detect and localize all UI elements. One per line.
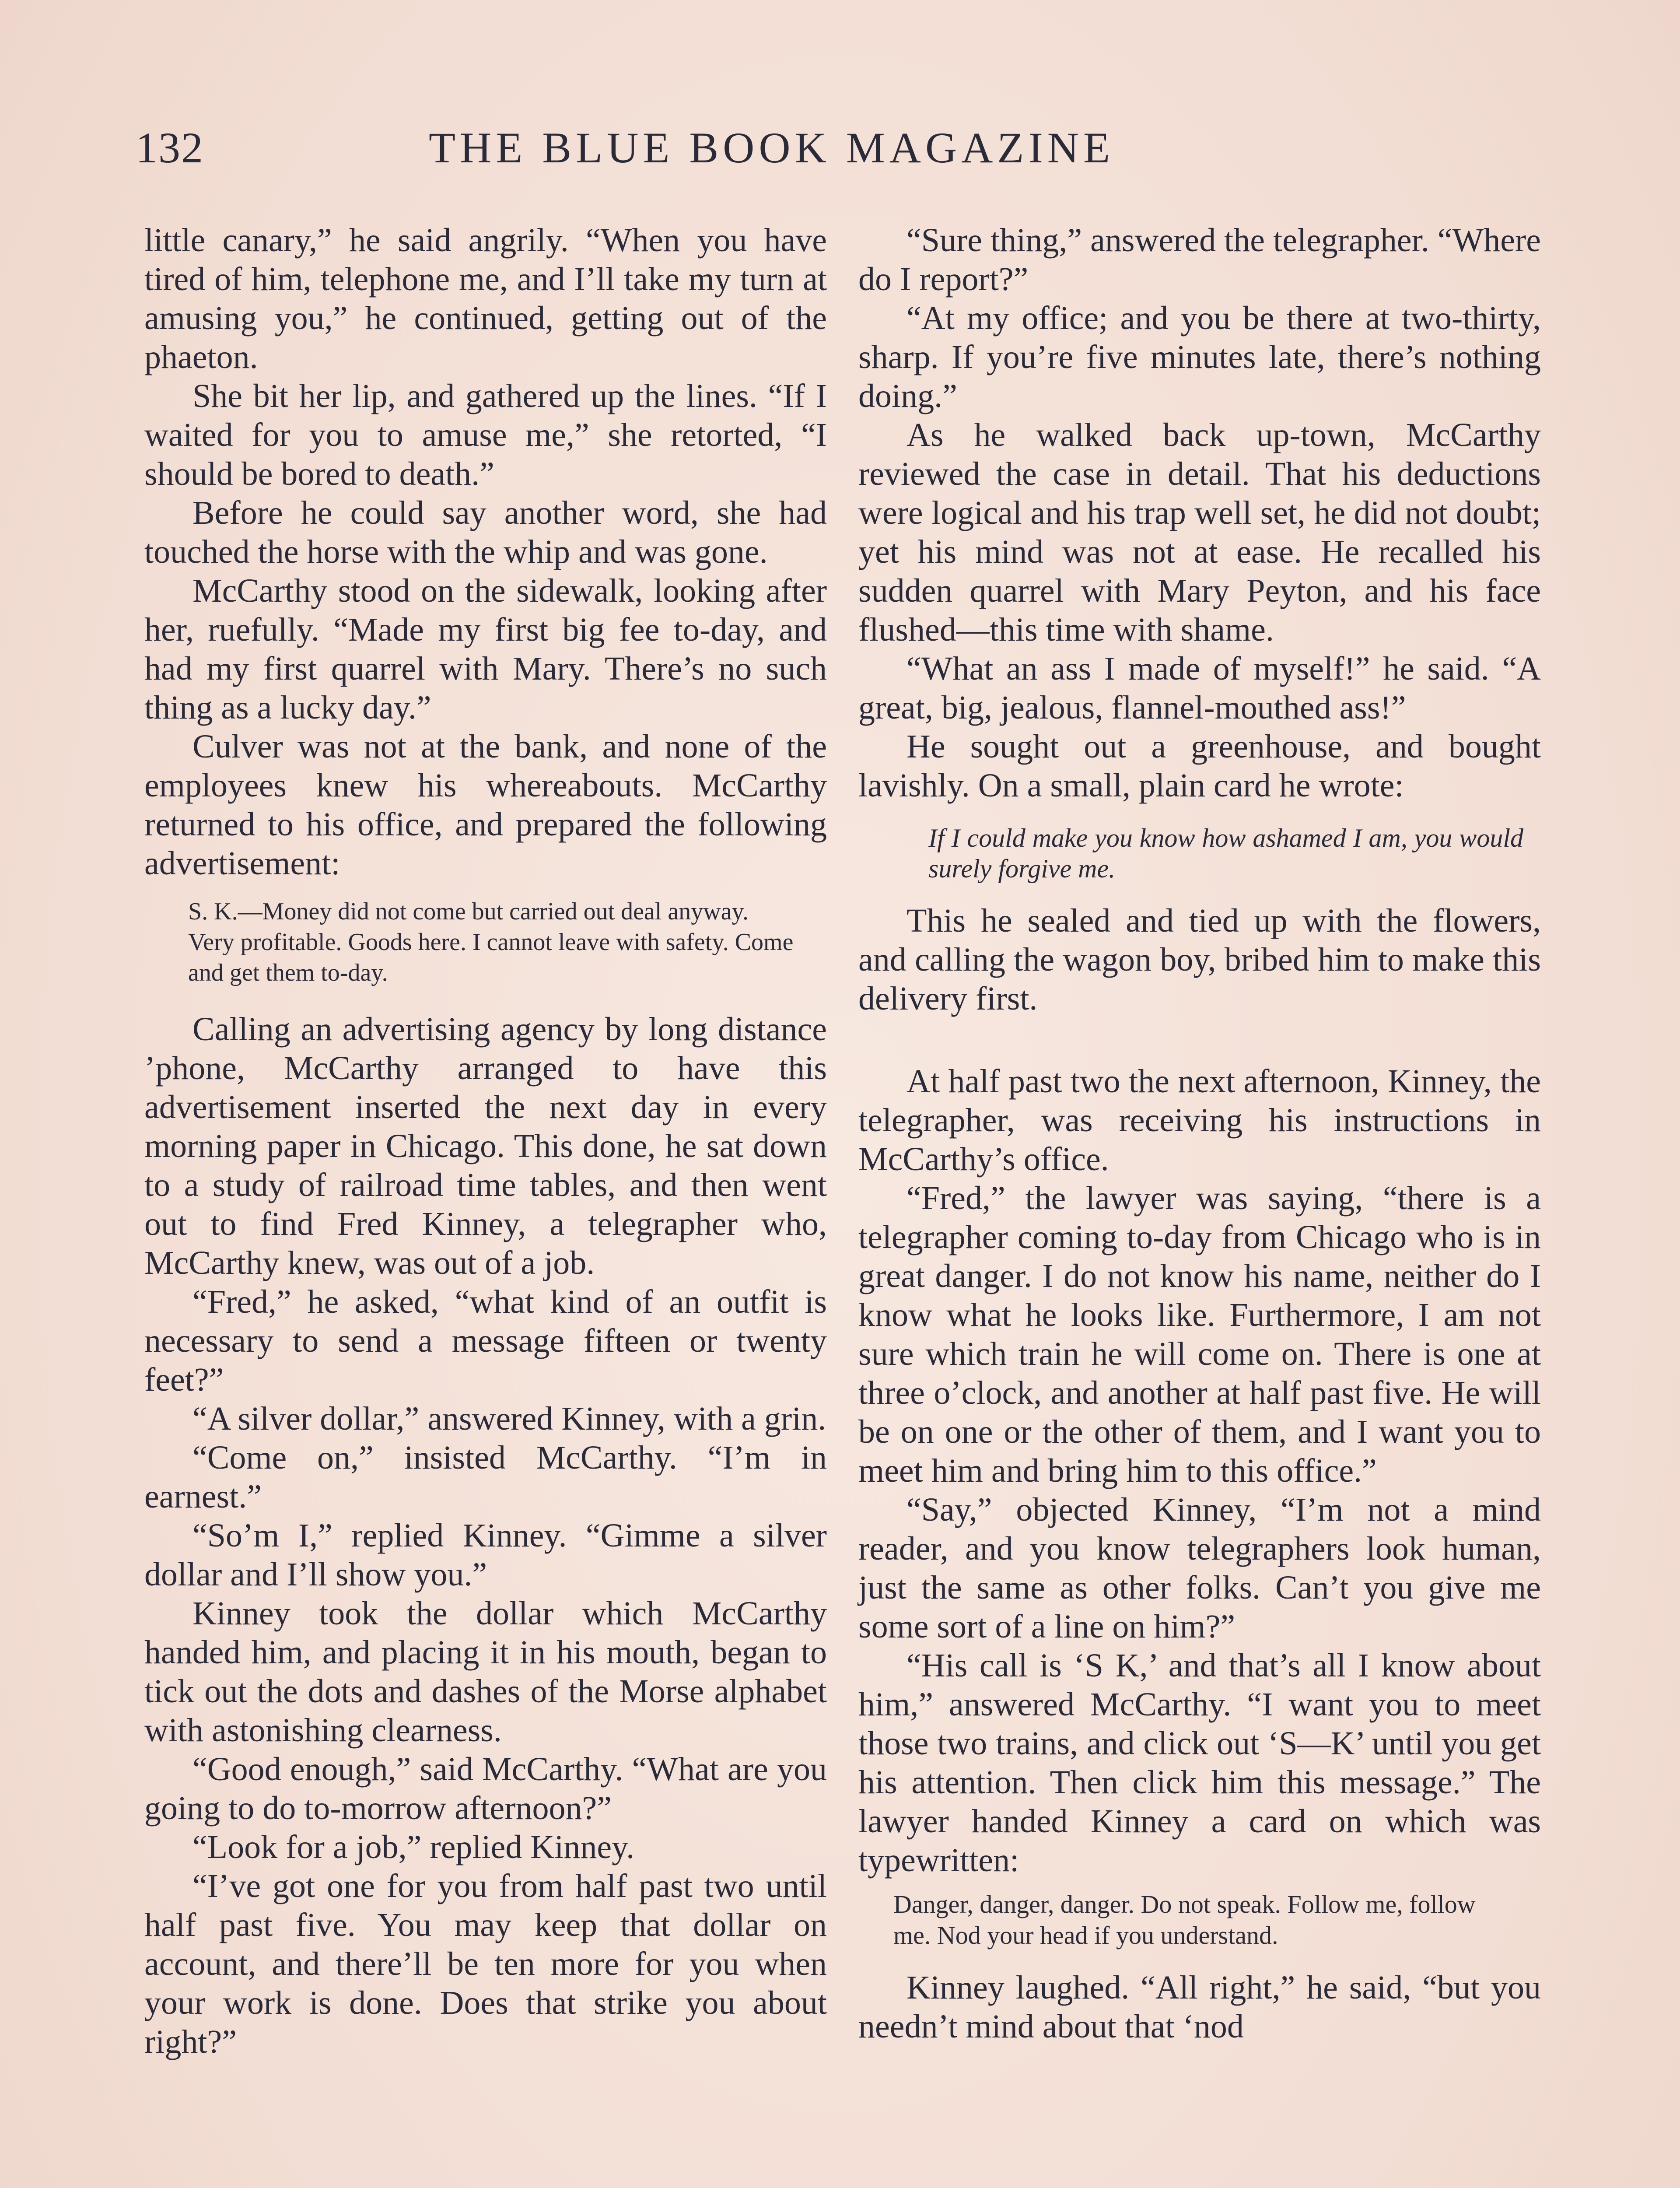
- paragraph: “I’ve got one for you from half past two until half past five. You may keep that dollar on account, and there’ll be ten more for you when your work is done. Does that strike you about right?”: [144, 1868, 827, 2060]
- paragraph: “Fred,” he asked, “what kind of an outfit is necessary to send a message fifteen or twenty feet?”: [144, 1283, 827, 1398]
- paragraph: “Look for a job,” replied Kinney.: [192, 1829, 635, 1865]
- paragraph: Culver was not at the bank, and none of the employees knew his whereabouts. McCarthy returned to his office, and prepared the following advertisement:: [144, 728, 827, 882]
- paragraph: Calling an advertising agency by long distance ’phone, McCarthy arranged to have this advertisement inserted the next day in every morning paper in Chicago. This done, he sat down to a study of railroad time tables, and then went out to find Fred Kinney, a telegrapher who, McCarthy knew, was out of a job.: [144, 1011, 827, 1281]
- advertisement-text: S. K.—Money did not come but carried out deal anyway. Very profitable. Goods here. I cannot leave with safety. Come and get them to-day.: [188, 898, 794, 986]
- paragraph: “So’m I,” replied Kinney. “Gimme a silver dollar and I’ll show you.”: [144, 1517, 827, 1593]
- paragraph: “What an ass I made of myself!” he said. “A great, big, jealous, flannel-mouthed ass!”: [858, 650, 1541, 726]
- paragraph: At half past two the next afternoon, Kinney, the telegrapher, was receiving his instructions in McCarthy’s office.: [858, 1063, 1541, 1178]
- paragraph: Kinney laughed. “All right,” he said, “but you needn’t mind about that ‘nod: [858, 1969, 1541, 2045]
- paragraph: “Sure thing,” answered the telegrapher. “Where do I report?”: [858, 222, 1541, 298]
- section-break: [858, 1018, 1541, 1062]
- card-note-text: If I could make you know how ashamed I am, you would surely forgive me.: [928, 824, 1523, 883]
- running-head-title: THE BLUE BOOK MAGAZINE: [429, 123, 1115, 172]
- paragraph: “Good enough,” said McCarthy. “What are you going to do to-morrow afternoon?”: [144, 1751, 827, 1827]
- typewritten-card-block: [893, 1889, 1515, 1951]
- paragraph: She bit her lip, and gathered up the lines. “If I waited for you to amuse me,” she retorted, “I should be bored to death.”: [144, 378, 827, 492]
- paragraph: McCarthy stood on the sidewalk, looking after her, ruefully. “Made my first big fee to-day, and had my first quarrel with Mary. There’s no such thing as a lucky day.”: [144, 572, 827, 726]
- paragraph: “At my office; and you be there at two-thirty, sharp. If you’re five minutes late, there’s nothing doing.”: [858, 300, 1541, 414]
- paragraph: As he walked back up-town, McCarthy reviewed the case in detail. That his deductions were logical and his trap well set, he did not doubt; yet his mind was not at ease. He recalled his sudden quarrel with Mary Peyton, and his face flushed—this time with shame.: [858, 417, 1541, 648]
- paragraph: He sought out a greenhouse, and bought lavishly. On a small, plain card he wrote:: [858, 728, 1541, 804]
- paragraph: little canary,” he said angrily. “When you have tired of him, telephone me, and I’ll take my turn at amusing you,” he continued, getting out of the phaeton.: [144, 222, 827, 375]
- page-header: [136, 123, 1536, 184]
- paragraph: “Come on,” insisted McCarthy. “I’m in earnest.”: [144, 1439, 827, 1515]
- paragraph: “His call is ‘S K,’ and that’s all I know about him,” answered McCarthy. “I want you to meet those two trains, and click out ‘S—K’ until you get his attention. Then click him this message.” The lawyer handed Kinney a card on which was typewritten:: [858, 1647, 1541, 1879]
- advertisement-block: [188, 896, 796, 988]
- paragraph: “Say,” objected Kinney, “I’m not a mind reader, and you know telegraphers look human, just the same as other folks. Can’t you give me some sort of a line on him?”: [858, 1491, 1541, 1645]
- paragraph: “A silver dollar,” answered Kinney, with a grin.: [192, 1400, 826, 1437]
- paragraph: Kinney took the dollar which McCarthy handed him, and placing it in his mouth, began to tick out the dots and dashes of the Morse alphabet with astonishing clearness.: [144, 1595, 827, 1749]
- paragraph: Before he could say another word, she had touched the horse with the whip and was gone.: [144, 494, 827, 570]
- left-column: [144, 221, 827, 2062]
- paragraph: “Fred,” the lawyer was saying, “there is a telegrapher coming to-day from Chicago who is in great danger. I do not know his name, neither do I know what he looks like. Furthermore, I am not sure which train he will come on. There is one at three o’clock, and another at half past five. He will be on one or the other of them, and I want you to meet him and bring him to this office.”: [858, 1180, 1541, 1489]
- typewritten-card-text: Danger, danger, danger. Do not speak. Follow me, follow me. Nod your head if you understand.: [893, 1890, 1476, 1950]
- card-note-block: [928, 823, 1523, 884]
- right-column: [858, 221, 1541, 2046]
- page-number: 132: [136, 123, 204, 172]
- paragraph: This he sealed and tied up with the flowers, and calling the wagon boy, bribed him to make this delivery first.: [858, 902, 1541, 1017]
